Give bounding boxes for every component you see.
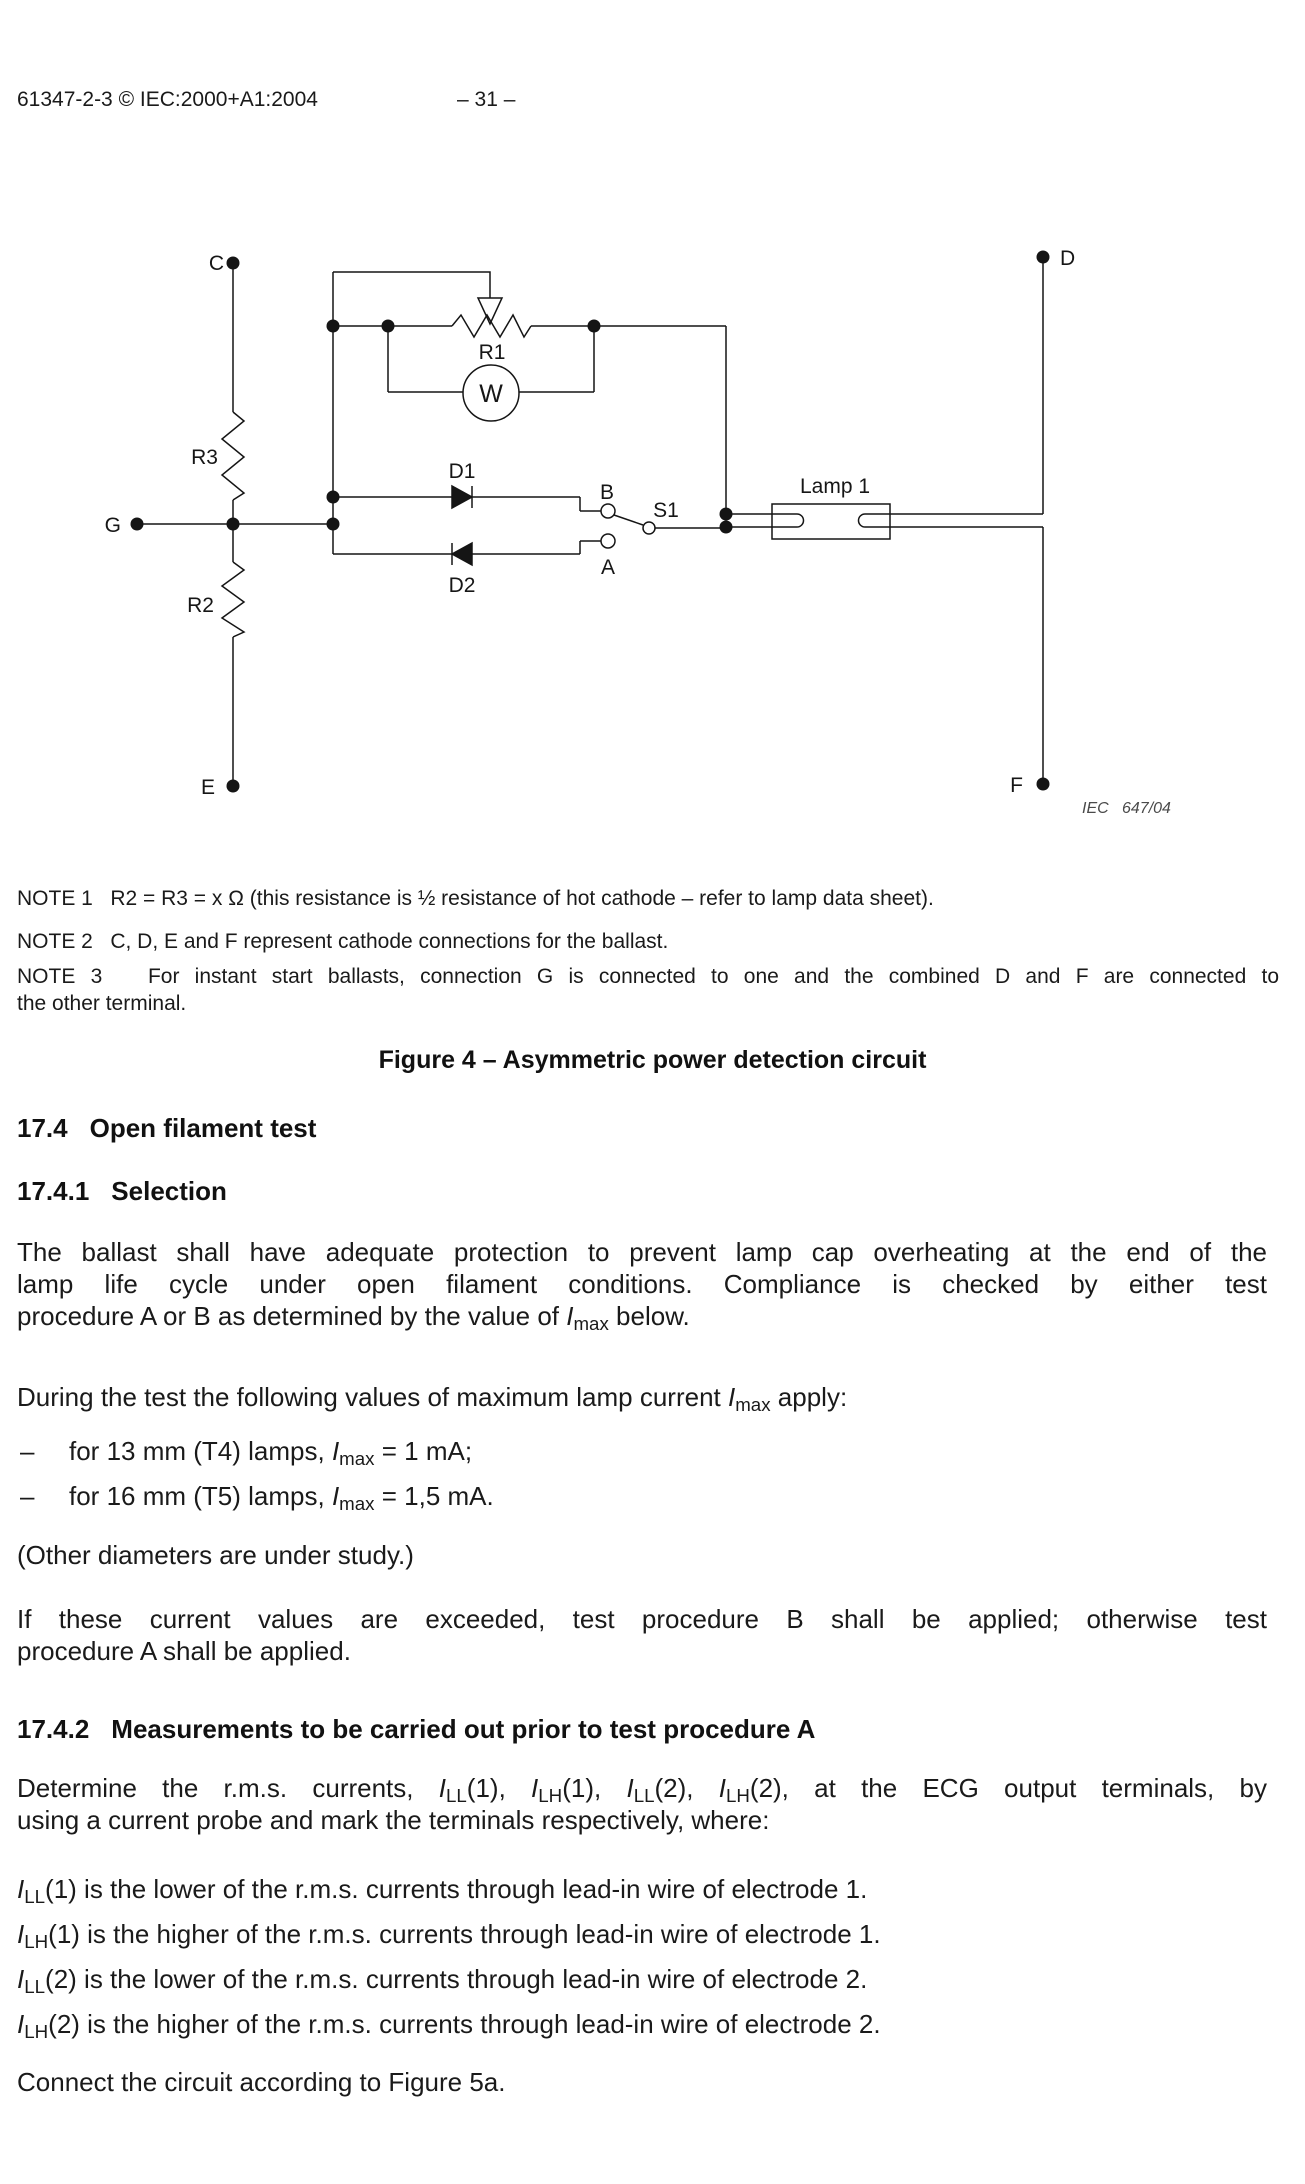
- bullet-item-t4: [17, 1436, 1267, 1470]
- diode-d2-icon: [452, 543, 472, 565]
- bullet-dash: –: [20, 1436, 35, 1466]
- resistor-r3: [222, 412, 244, 500]
- terminal-d-label: D: [1060, 247, 1076, 270]
- section-heading-17-4-2: [17, 1714, 1267, 1745]
- junction-dot: [720, 521, 733, 534]
- resistor-r3-label: R3: [191, 446, 218, 469]
- circuit-labels: [105, 247, 1171, 817]
- lamp-label: Lamp 1: [799, 475, 871, 498]
- terminal-d-dot: [1037, 251, 1050, 264]
- switch-lever: [614, 515, 643, 525]
- section-title: Open filament test: [89, 1113, 317, 1143]
- paragraph-procedure-choice: If these current values are exceeded, test procedure B shall be applied; otherwise test procedure A shall be applied.: [17, 1604, 1267, 1666]
- junction-dot: [227, 518, 240, 531]
- paragraph-ballast-protection: The ballast shall have adequate protection to prevent lamp cap overheating at the end of the lamp life cycle under open filament conditions. Compliance is checked by either test procedure A or B as determined by the value of $I_{max}$ below.: [17, 1237, 1267, 1335]
- bullet-item-t5: [17, 1481, 1267, 1515]
- diode-d2-label: D2: [448, 574, 476, 597]
- section-heading-17-4: [17, 1113, 1267, 1144]
- page-header: [17, 88, 1287, 112]
- note-3: NOTE 3 For instant start ballasts, connection G is connected to one and the combined D and F are connected to the other terminal.: [17, 965, 1279, 1015]
- paragraph-connect-circuit: Connect the circuit according to Figure 5a.: [17, 2067, 506, 2097]
- circuit-wires: [137, 257, 1043, 786]
- definition-ill1: $I_{LL}(1)$ is the lower of the r.m.s. currents through lead-in wire of electrode 1.: [17, 1874, 868, 1908]
- contact-b-icon: [601, 504, 615, 518]
- terminal-f-dot: [1037, 778, 1050, 791]
- terminal-g-label: G: [104, 514, 121, 537]
- document-reference: 61347-2-3 © IEC:2000+A1:2004: [17, 88, 318, 111]
- figure-caption: Figure 4 – Asymmetric power detection circuit: [378, 1046, 927, 1074]
- section-title: Measurements to be carried out prior to test procedure A: [111, 1714, 816, 1744]
- r1-output-wire: [531, 326, 726, 514]
- diode-d1-icon: [452, 486, 472, 508]
- contact-b-label: B: [599, 481, 615, 504]
- terminal-f-label: F: [1010, 774, 1023, 797]
- definition-ilh1: $I_{LH}(1)$ is the higher of the r.m.s. currents through lead-in wire of electrode 1.: [17, 1919, 881, 1953]
- section-number: 17.4.1: [17, 1176, 90, 1206]
- wattmeter-label: W: [479, 380, 503, 408]
- bullet-text: for 13 mm (T4) lamps, $I_{max} = 1$ mA;: [69, 1436, 473, 1470]
- paragraph-determine-currents: Determine the r.m.s. currents, $I_{LL}(1)$, $I_{LH}(1)$, $I_{LL}(2)$, $I_{LH}(2)$, at the ECG output terminals, by using a current probe and mark the terminals respectively, where:: [17, 1773, 1267, 1835]
- diode-d1-label: D1: [448, 460, 476, 483]
- bullet-text: for 16 mm (T5) lamps, $I_{max} = 1,5$ mA.: [69, 1481, 494, 1515]
- lamp-outline: [772, 504, 890, 539]
- switch-pole-icon: [643, 522, 655, 534]
- section-number: 17.4: [17, 1113, 68, 1143]
- page-number: – 31 –: [457, 88, 516, 111]
- section-title: Selection: [111, 1176, 227, 1206]
- wiper-feed-wire: [333, 272, 490, 298]
- paragraph-other-diameters: (Other diameters are under study.): [17, 1540, 414, 1570]
- junction-dot: [588, 320, 601, 333]
- junction-dot: [382, 320, 395, 333]
- resistor-r2-label: R2: [187, 594, 214, 617]
- definition-ilh2: $I_{LH}(2)$ is the higher of the r.m.s. currents through lead-in wire of electrode 2.: [17, 2009, 881, 2043]
- junction-dot: [327, 518, 340, 531]
- section-number: 17.4.2: [17, 1714, 90, 1744]
- switch-s1-label: S1: [653, 499, 679, 522]
- resistor-r2: [222, 562, 244, 637]
- lamp-electrode-left: [726, 514, 804, 527]
- junction-dot: [327, 491, 340, 504]
- resistor-r1-label: R1: [478, 341, 506, 364]
- paragraph-during-test: During the test the following values of maximum lamp current $I_{max}$ apply:: [17, 1382, 848, 1416]
- junction-dot: [720, 508, 733, 521]
- junction-dot: [327, 320, 340, 333]
- bullet-dash: –: [20, 1481, 35, 1511]
- note-2: NOTE 2 C, D, E and F represent cathode connections for the ballast.: [17, 930, 669, 953]
- section-heading-17-4-1: [17, 1176, 1267, 1207]
- lamp-electrode-right: [859, 514, 1043, 527]
- terminal-g-dot: [131, 518, 144, 531]
- terminal-e-dot: [227, 780, 240, 793]
- terminal-c-label: C: [208, 252, 224, 275]
- terminal-e-label: E: [200, 776, 215, 799]
- circuit-diagram: [0, 150, 1305, 830]
- definition-ill2: $I_{LL}(2)$ is the lower of the r.m.s. currents through lead-in wire of electrode 2.: [17, 1964, 868, 1998]
- contact-a-icon: [601, 534, 615, 548]
- figure-credit: IEC 647/04: [1082, 800, 1171, 817]
- note-1: NOTE 1 R2 = R3 = x Ω (this resistance is ½ resistance of hot cathode – refer to lamp data sheet).: [17, 887, 934, 910]
- terminal-c-dot: [227, 257, 240, 270]
- junction-dots: [131, 251, 1050, 793]
- contact-a-label: A: [600, 556, 616, 579]
